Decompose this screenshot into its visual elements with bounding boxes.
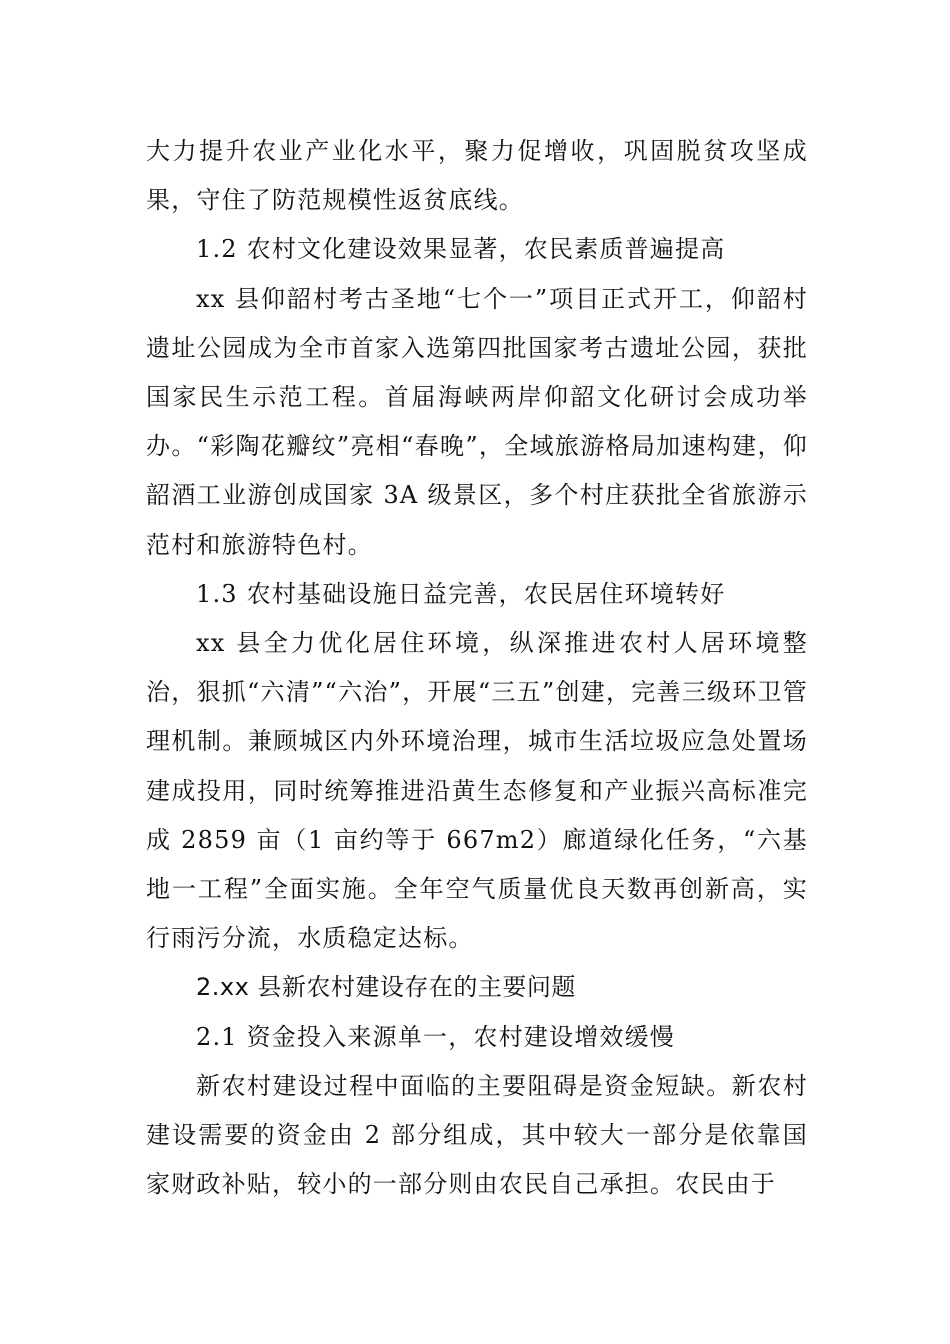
subheading-1-2: 1.2 农村文化建设效果显著，农民素质普遍提高 [196,235,726,264]
body-paragraph-infrastructure: xx 县全力优化居住环境，纵深推进农村人居环境整治，狠抓“六清”“六治”，开展“三五”创建，完善三级环卫管理机制。兼顾城区内外环境治理，城市生活垃圾应急处置场建成投用，同时统筹推进沿黄生态修复和产业振兴高标准完成 2859 亩（1 亩约等于 667m2）廊道绿化任务，“六基地一工程”全面实施。全年空气质量优良天数再创新高，实行雨污分流，水质稳定达标。 [146,629,808,953]
document-body [146,127,808,1209]
body-paragraph-continuation: 大力提升农业产业化水平，聚力促增收，巩固脱贫攻坚成果，守住了防范规模性返贫底线。 [146,137,808,215]
section-heading-2: 2.xx 县新农村建设存在的主要问题 [196,973,576,1002]
subheading-2-1: 2.1 资金投入来源单一，农村建设增效缓慢 [196,1022,675,1051]
body-paragraph-funding: 新农村建设过程中面临的主要阻碍是资金短缺。新农村建设需要的资金由 2 部分组成，其中较大一部分是依靠国家财政补贴，较小的一部分则由农民自己承担。农民由于 [146,1071,808,1199]
body-paragraph-culture: xx 县仰韶村考古圣地“七个一”项目正式开工，仰韶村遗址公园成为全市首家入选第四批国家考古遗址公园，获批国家民生示范工程。首届海峡两岸仰韶文化研讨会成功举办。“彩陶花瓣纹”亮相“春晚”，全域旅游格局加速构建，仰韶酒工业游创成国家 3A 级景区，多个村庄获批全省旅游示范村和旅游特色村。 [146,284,808,559]
subheading-1-3: 1.3 农村基础设施日益完善，农民居住环境转好 [196,579,726,608]
